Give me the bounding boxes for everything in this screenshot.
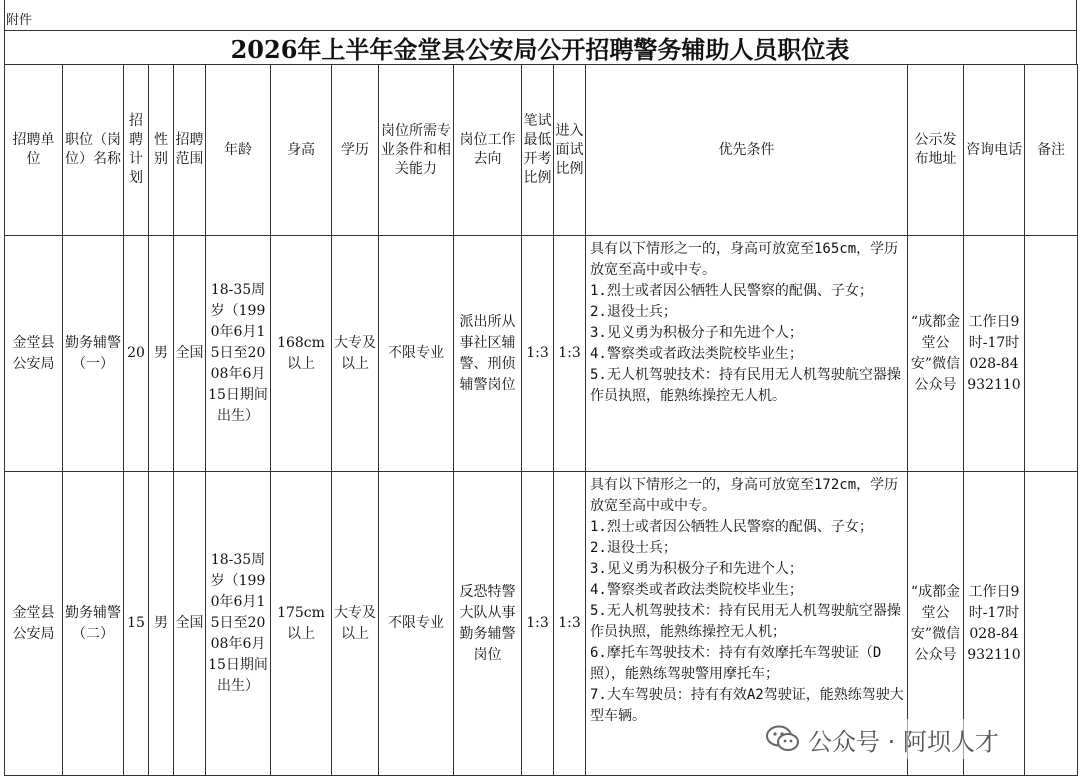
header-cell: 咨询电话 <box>964 65 1025 236</box>
major-cell: 不限专业 <box>379 236 454 472</box>
preference-line: 具有以下情形之一的，身高可放宽至165cm，学历放宽至高中或中专。 <box>590 241 899 278</box>
header-cell: 学历 <box>332 65 379 236</box>
publish-cell: “成都金堂公安”微信公众号 <box>908 236 964 472</box>
preference-line: 2.退役士兵； <box>590 304 677 320</box>
table-header-row <box>5 65 1078 236</box>
watermark-text: 公众号 · 阿坝人才 <box>808 727 999 756</box>
header-cell: 岗位工作去向 <box>454 65 522 236</box>
preference-line: 5.无人机驾驶技术：持有民用无人机驾驶航空器操作员执照，能熟练操控无人机； <box>590 603 901 640</box>
position-cell: 勤务辅警（一） <box>63 236 124 472</box>
exam-ratio-cell: 1:3 <box>522 472 554 776</box>
header-cell: 职位（岗位）名称 <box>63 65 124 236</box>
header-cell: 公示发布地址 <box>908 65 964 236</box>
preference-line: 具有以下情形之一的，身高可放宽至172cm，学历放宽至高中或中专。 <box>590 477 899 514</box>
plan-cell: 20 <box>124 236 149 472</box>
destination-cell: 反恐特警大队从事勤务辅警岗位 <box>454 472 522 776</box>
remark-cell <box>1025 236 1078 472</box>
preference-line: 3.见义勇为积极分子和先进个人； <box>590 325 803 341</box>
header-cell: 性别 <box>149 65 174 236</box>
header-cell: 优先条件 <box>586 65 908 236</box>
position-cell: 勤务辅警（二） <box>63 472 124 776</box>
header-cell: 进入面试比例 <box>554 65 586 236</box>
unit-cell: 金堂县公安局 <box>5 236 63 472</box>
preference-line: 3.见义勇为积极分子和先进个人； <box>590 561 803 577</box>
preference-line: 5.无人机驾驶技术：持有民用无人机驾驶航空器操作员执照，能熟练操控无人机。 <box>590 367 901 404</box>
preferences-cell <box>586 236 908 472</box>
destination-cell: 派出所从事社区辅警、刑侦辅警岗位 <box>454 236 522 472</box>
phone-cell: 工作日9时-17时028-84932110 <box>964 236 1025 472</box>
header-cell: 招聘范围 <box>174 65 206 236</box>
header-cell: 备注 <box>1025 65 1078 236</box>
age-cell: 18-35周岁（1990年6月15日至2008年6月15日期间出生） <box>206 472 271 776</box>
exam-ratio-cell: 1:3 <box>522 236 554 472</box>
unit-cell: 金堂县公安局 <box>5 472 63 776</box>
phone-cell: 工作日9时-17时028-84932110 <box>964 472 1025 776</box>
watermark <box>762 719 999 759</box>
header-cell: 招聘单位 <box>5 65 63 236</box>
page-title: 2026年上半年金堂县公安局公开招聘警务辅助人员职位表 <box>230 35 850 64</box>
interview-ratio-cell: 1:3 <box>554 236 586 472</box>
education-cell: 大专及以上 <box>332 236 379 472</box>
header-cell: 笔试最低开考比例 <box>522 65 554 236</box>
wechat-icon <box>766 725 800 753</box>
header-cell: 招聘计划 <box>124 65 149 236</box>
header-cell: 身高 <box>271 65 332 236</box>
scope-cell: 全国 <box>174 472 206 776</box>
height-cell: 168cm以上 <box>271 236 332 472</box>
preference-line: 2.退役士兵； <box>590 540 677 556</box>
gender-cell: 男 <box>149 236 174 472</box>
preference-line: 7.大车驾驶员：持有有效A2驾驶证，能熟练驾驶大型车辆。 <box>590 687 904 724</box>
preference-line: 6.摩托车驾驶技术：持有有效摩托车驾驶证（D照），能熟练驾驶警用摩托车； <box>590 645 882 682</box>
header-cell: 岗位所需专业条件和相关能力 <box>379 65 454 236</box>
preference-line: 1.烈士或者因公牺牲人民警察的配偶、子女； <box>590 283 873 299</box>
interview-ratio-cell: 1:3 <box>554 472 586 776</box>
preference-line: 4.警察类或者政法类院校毕业生； <box>590 582 803 598</box>
publish-cell: “成都金堂公安”微信公众号 <box>908 472 964 776</box>
age-cell: 18-35周岁（1990年6月15日至2008年6月15日期间出生） <box>206 236 271 472</box>
table-row <box>5 236 1078 472</box>
major-cell: 不限专业 <box>379 472 454 776</box>
header-cell: 年龄 <box>206 65 271 236</box>
preference-line: 1.烈士或者因公牺牲人民警察的配偶、子女； <box>590 519 873 535</box>
gender-cell: 男 <box>149 472 174 776</box>
height-cell: 175cm以上 <box>271 472 332 776</box>
positions-table <box>4 64 1078 776</box>
remark-cell <box>1025 472 1078 776</box>
plan-cell: 15 <box>124 472 149 776</box>
attachment-label: 附件 <box>6 13 33 28</box>
scope-cell: 全国 <box>174 236 206 472</box>
education-cell: 大专及以上 <box>332 472 379 776</box>
preference-line: 4.警察类或者政法类院校毕业生； <box>590 346 803 362</box>
